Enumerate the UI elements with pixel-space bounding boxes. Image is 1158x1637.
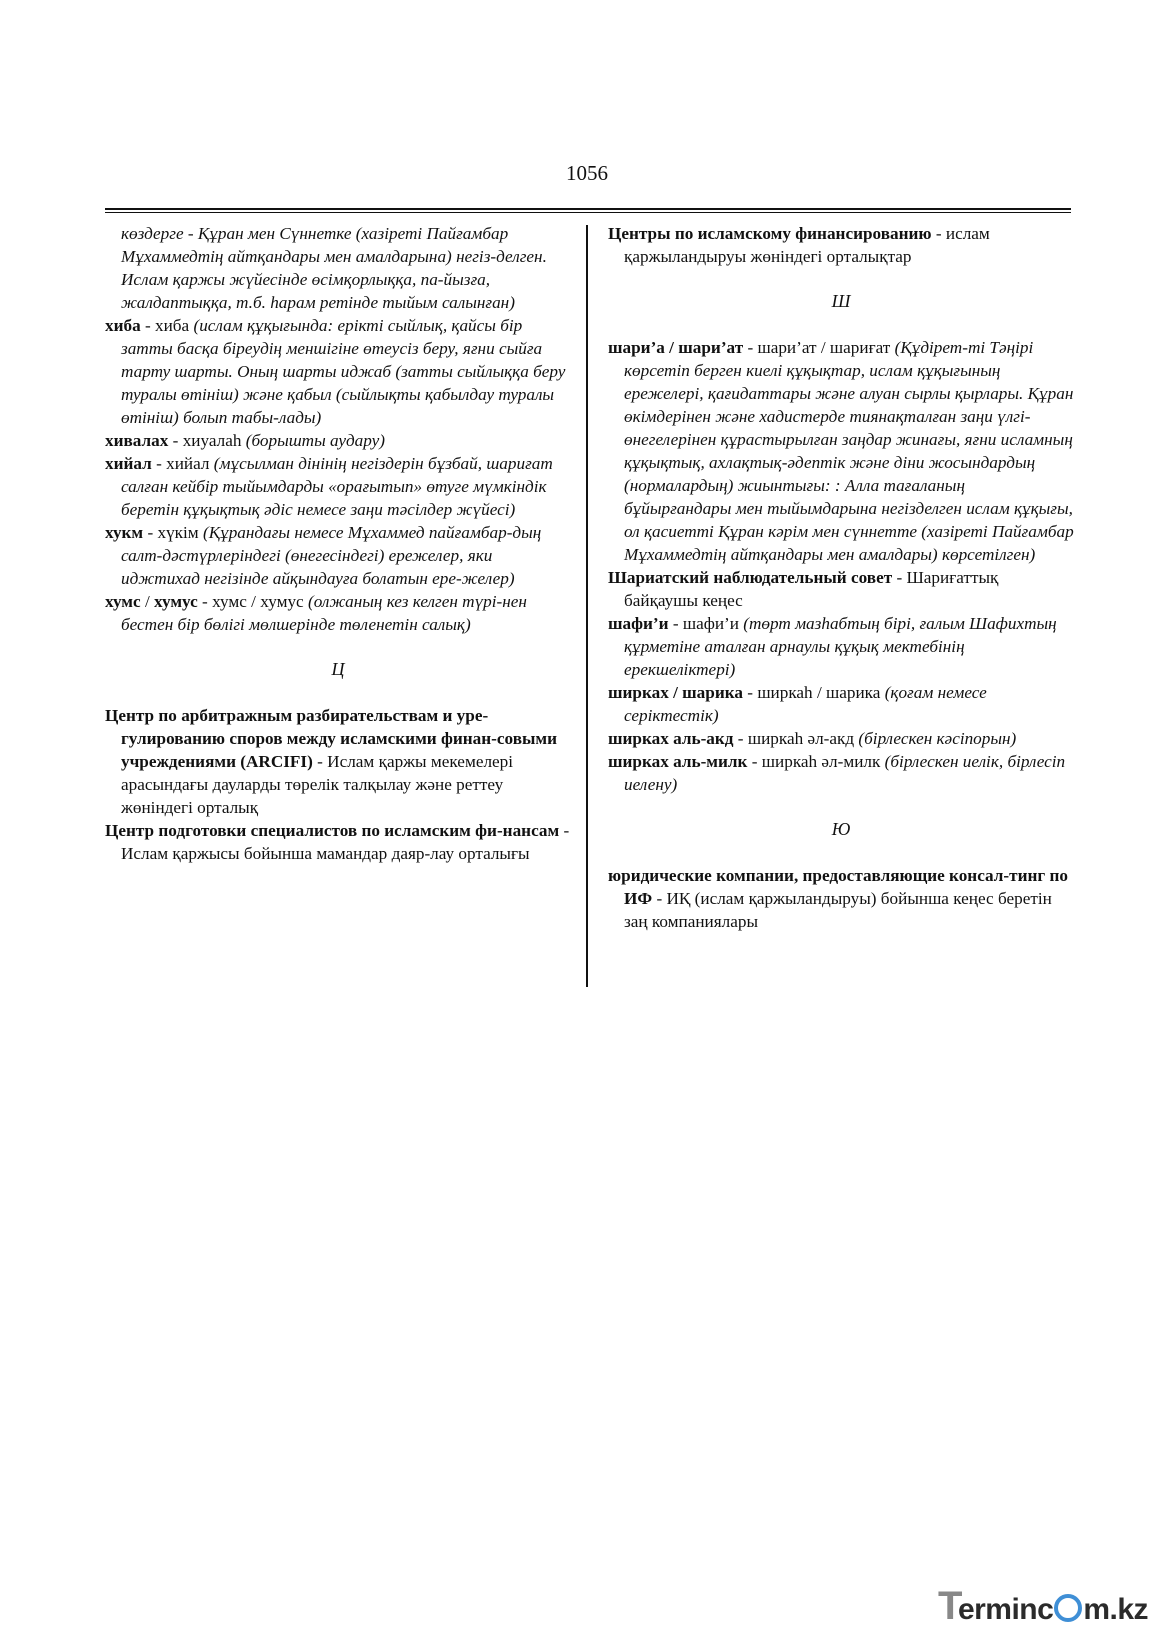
header-rule-thin	[105, 212, 1071, 213]
entry-term: хукм	[105, 523, 144, 542]
entry-term: ширках аль-акд	[608, 729, 734, 748]
entry-definition-italic: (борышты аудару)	[245, 431, 385, 450]
entry-translation: ширкаһ әл-милк	[761, 752, 885, 771]
entry-separator: -	[892, 568, 907, 587]
entry-translation: шафи’и	[682, 614, 744, 633]
entry-translation: шари’ат / шариғат	[757, 338, 895, 357]
dictionary-entry-continued	[105, 222, 571, 314]
entry-definition-italic: Құран мен Сүннетке (хазіреті Пайғамбар Мұхаммедтің айтқандары мен амалдарына) негіз-делген. Ислам қаржы жүйесінде өсімқорлыққа, па-йызға, жалдаптыққа, т.б. һарам ретінде тыйым салынған)	[121, 224, 547, 312]
logo-ring-icon	[1054, 1594, 1082, 1622]
dictionary-entry	[105, 314, 571, 429]
logo-domain: m.kz	[1083, 1593, 1149, 1626]
dictionary-entry	[608, 222, 1074, 268]
dictionary-entry	[105, 590, 571, 636]
entry-term: ширках аль-милк	[608, 752, 748, 771]
entry-translation: хиуалаһ	[182, 431, 246, 450]
entry-definition-italic: (Құдірет-ті Тәңірі көрсетіп берген киелі құқықтар, ислам құқығының ережелері, қағидаттары және алуан сырлы қырлары. Құран өкімдерінен және хадистерде тиянақталған заңи үлгі-өнегелерінен құрастырылған заңдар жинағы, яғни исламның құқықтық, ахлақтық-әдептік және діни жосындардың (нормалардың) жиынтығы: : Алла тағаланың бұйырғандары мен тыйымдарына негізделген ислам құқығы, ол қасиетті Құран кәрім мен сүннетте (хазіреті Пайғамбар Мұхаммедтің айтқандары мен амалдары) көрсетілген)	[624, 338, 1074, 564]
entry-separator: -	[652, 889, 667, 908]
entry-translation: Ислам қаржысы бойынша мамандар даяр-лау орталығы	[121, 844, 530, 863]
entry-definition-italic: (қоғам немесе серіктестік)	[624, 683, 987, 725]
dictionary-entry	[608, 864, 1074, 933]
section-letter: Ш	[831, 291, 851, 311]
entry-term: хивалах	[105, 431, 169, 450]
entry-definition-italic: (олжаның кез келген түрі-нен бестен бір бөлігі мөлшерінде төленетін салық)	[121, 592, 527, 634]
entry-separator: -	[151, 454, 167, 473]
entry-term-separator: /	[140, 592, 155, 611]
entry-separator: -	[168, 431, 183, 450]
entry-term: шафи’и	[608, 614, 669, 633]
entry-translation: ислам қаржыландыруы жөніндегі орталықтар	[624, 224, 990, 266]
entry-term: юридические компании, предоставляющие консал-тинг по ИФ	[608, 866, 1069, 908]
entry-separator: -	[931, 224, 946, 243]
entry-term: Центр по арбитражным разбирательствам и уре-гулированию споров между исламскими финан-совыми учреждениями (ARCIFI)	[105, 706, 558, 771]
entry-translation: Ислам қаржы мекемелері арасындағы дауларды төрелік талқылау және реттеу жөніндегі орталық	[121, 752, 514, 817]
dictionary-entry	[608, 681, 1074, 727]
entry-translation: хиба	[155, 316, 194, 335]
column-divider	[586, 225, 588, 987]
dictionary-entry	[105, 429, 571, 452]
entry-term: хумс	[105, 592, 141, 611]
section-letter: Ю	[831, 819, 851, 839]
dictionary-entry	[608, 750, 1074, 796]
dictionary-entry	[105, 704, 571, 819]
entry-translation: ширкаһ / шарика	[757, 683, 885, 702]
dictionary-entry	[105, 819, 571, 865]
entry-translation: ИҚ (ислам қаржыландыруы) бойынша кеңес беретін заң компаниялары	[624, 889, 1052, 931]
entry-separator: -	[733, 729, 748, 748]
entry-definition-italic: (бірлескен иелік, бірлесіп иелену)	[624, 752, 1066, 794]
logo-t-glyph: T	[938, 1584, 962, 1628]
dictionary-entry	[608, 566, 1074, 612]
entry-separator: -	[742, 683, 758, 702]
left-column	[105, 222, 571, 865]
entry-term: хийал	[105, 454, 152, 473]
section-letter: Ц	[331, 659, 345, 679]
entry-definition-italic: (ислам құқығында: ерікті сыйлық, қайсы бір затты басқа біреудің меншігіне өтеусіз беру, яғни сыйға тарту шарты. Оның шарты иджаб (затты сыйлыққа беру туралы өтініш) және қабыл (сыйлықты қабылдау туралы өтініш) болып табы-лады)	[121, 316, 566, 427]
entry-italic-lead: көздерге -	[121, 224, 198, 243]
entry-separator: -	[197, 592, 213, 611]
entry-separator: -	[143, 523, 158, 542]
entry-term: хиба	[105, 316, 141, 335]
entry-term-variant: хумус	[154, 592, 198, 611]
entry-translation: хумс / хумус	[212, 592, 308, 611]
dictionary-entry	[608, 727, 1074, 750]
entry-separator: -	[668, 614, 683, 633]
entry-term: шари’а / шари’ат	[608, 338, 744, 357]
entry-translation: Шариғаттық байқаушы кеңес	[624, 568, 999, 610]
entry-translation: ширкаһ әл-акд	[747, 729, 859, 748]
entry-definition-italic: (бірлескен кәсіпорын)	[858, 729, 1017, 748]
dictionary-entry	[608, 336, 1074, 566]
right-column	[608, 222, 1074, 933]
entry-separator: -	[743, 338, 758, 357]
header-rule	[105, 208, 1071, 210]
entry-definition-italic: (Құрандағы немесе Мұхаммед пайғамбар-дың салт-дәстүрлеріндегі (өнегесіндегі) ережелер, яки иджтихад негізінде айқындауға болатын ере-желер)	[121, 523, 542, 588]
logo-text: erminc	[957, 1593, 1054, 1626]
dictionary-entry	[105, 521, 571, 590]
entry-term: Центр подготовки специалистов по исламским фи-нансам	[105, 821, 560, 840]
entry-translation: хийал	[166, 454, 214, 473]
entry-separator: -	[559, 821, 570, 840]
entry-term: Центры по исламскому финансированию	[608, 224, 932, 243]
entry-separator: -	[140, 316, 156, 335]
termincom-logo	[938, 1584, 1148, 1629]
dictionary-entry	[608, 612, 1074, 681]
entry-definition-italic: (мұсылман дінінің негіздерін бұзбай, шариғат салған кейбір тыйымдарды «орағытып» өтуге мүмкіндік беретін құқықтық әдіс немесе заңи тәсілдер жүйесі)	[121, 454, 553, 519]
dictionary-entry	[105, 452, 571, 521]
entry-translation: хүкім	[157, 523, 203, 542]
entry-term: Шариатский наблюдательный совет	[608, 568, 893, 587]
entry-separator: -	[747, 752, 762, 771]
entry-definition-italic: (төрт мазһабтың бірі, ғалым Шафихтың құрметіне аталған арнаулы құқық мектебінің ерекшеліктері)	[624, 614, 1057, 679]
entry-term: ширках / шарика	[608, 683, 743, 702]
entry-separator: -	[312, 752, 328, 771]
page-number: 1056	[566, 161, 608, 185]
